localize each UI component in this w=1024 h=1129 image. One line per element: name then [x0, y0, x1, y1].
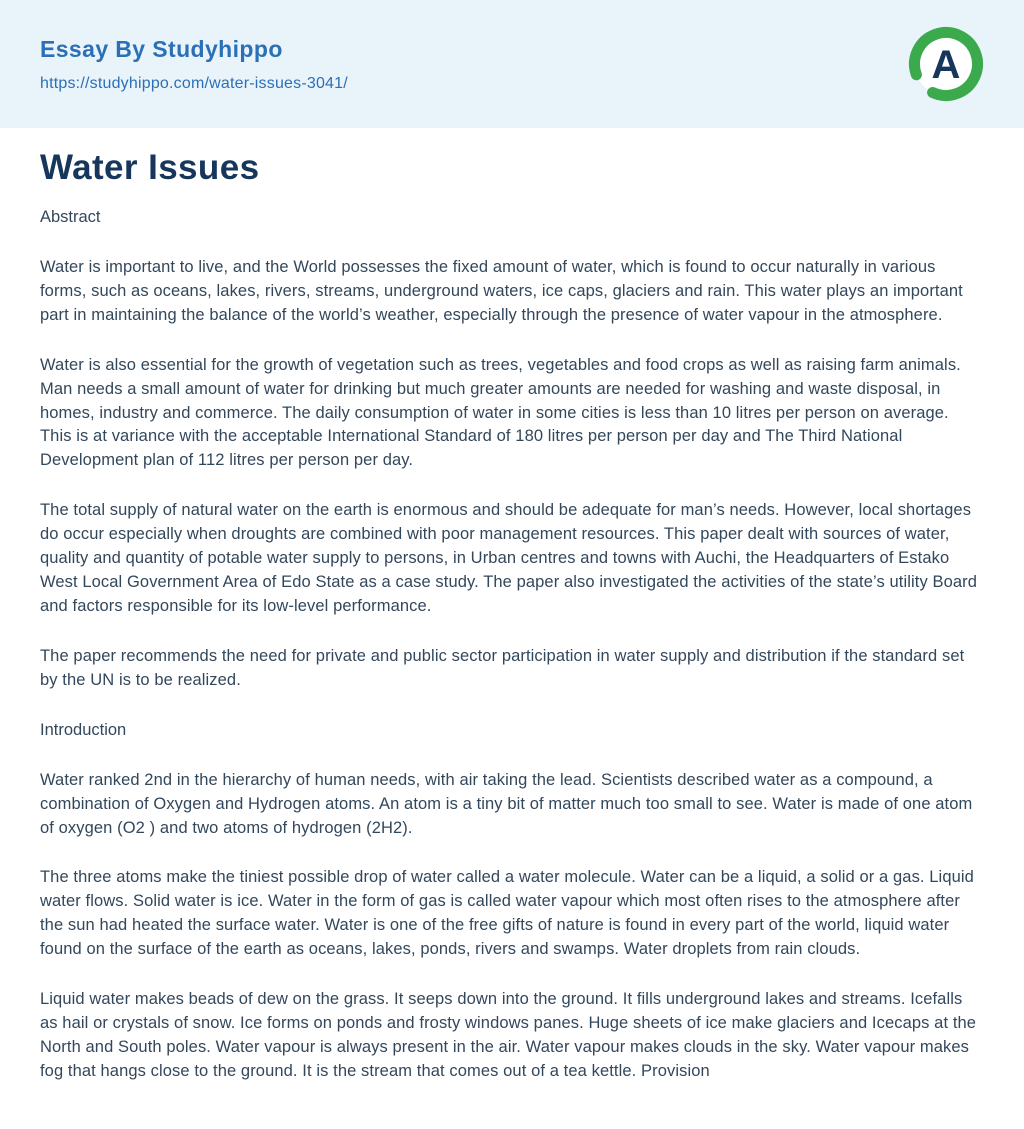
source-url-link[interactable]: https://studyhippo.com/water-issues-3041/: [40, 74, 348, 92]
introduction-paragraph-2: The three atoms make the tiniest possible drop of water called a water molecule. Water can be a liquid, a solid or a gas. Liquid water flows. Solid water is ice. Water in the form of gas is called water vapour which most often rises to the atmosphere after the sun had heated the surface water. Water is one of the free gifts of nature is found in every part of the world, liquid water found on the surface of the earth as oceans, lakes, ponds, rivers and swamps. Water droplets from rain clouds.: [40, 868, 974, 959]
section-heading-introduction: Introduction: [40, 720, 127, 739]
studyhippo-logo-icon: [908, 26, 984, 102]
header-text-block: [40, 36, 348, 93]
introduction-paragraph-3: Liquid water makes beads of dew on the grass. It seeps down into the ground. It fills underground lakes and streams. Icefalls as hail or crystals of snow. Ice forms on ponds and frosty windows panes. Huge sheets of ice make glaciers and Icecaps at the North and South poles. Water vapour is always present in the air. Water vapour makes clouds in the sky. Water vapour makes fog that hangs close to the ground. It is the stream that comes out of a tea kettle. Provision: [40, 990, 977, 1080]
site-header: [0, 0, 1024, 128]
abstract-paragraph-4: The paper recommends the need for private and public sector participation in water supply and distribution if the standard set by the UN is to be realized.: [40, 646, 965, 689]
abstract-paragraph-2: Water is also essential for the growth of vegetation such as trees, vegetables and food crops as well as raising farm animals. Man needs a small amount of water for drinking but much greater amounts are needed for washing and waste disposal, in homes, industry and commerce. The daily consumption of water in some cities is less than 10 litres per person on average. This is at variance with the acceptable International Standard of 180 litres per person per day and The Third National Development plan of 112 litres per person per day.: [40, 355, 961, 470]
logo-letter: A: [931, 43, 961, 87]
abstract-paragraph-1: Water is important to live, and the World possesses the fixed amount of water, which is found to occur naturally in various forms, such as oceans, lakes, rivers, streams, underground waters, ice caps, glaciers and rain. This water plays an important part in maintaining the balance of the world’s weather, especially through the presence of water vapour in the atmosphere.: [40, 257, 963, 324]
introduction-paragraph-1: Water ranked 2nd in the hierarchy of human needs, with air taking the lead. Scientists described water as a compound, a combination of Oxygen and Hydrogen atoms. An atom is a tiny bit of matter much too small to see. Water is made of one atom of oxygen (O2 ) and two atoms of hydrogen (2H2).: [40, 770, 973, 837]
abstract-paragraph-3: The total supply of natural water on the earth is enormous and should be adequate for man’s needs. However, local shortages do occur especially when droughts are combined with poor management resources. This paper dealt with sources of water, quality and quantity of potable water supply to persons, in Urban centres and towns with Auchi, the Headquarters of Estako West Local Government Area of Edo State as a case study. The paper also investigated the activities of the state’s utility Board and factors responsible for its low-level performance.: [40, 501, 978, 615]
article-body: [0, 128, 1024, 1084]
brand-title: Essay By Studyhippo: [40, 35, 283, 62]
article-title: Water Issues: [40, 148, 260, 187]
section-heading-abstract: Abstract: [40, 208, 101, 226]
